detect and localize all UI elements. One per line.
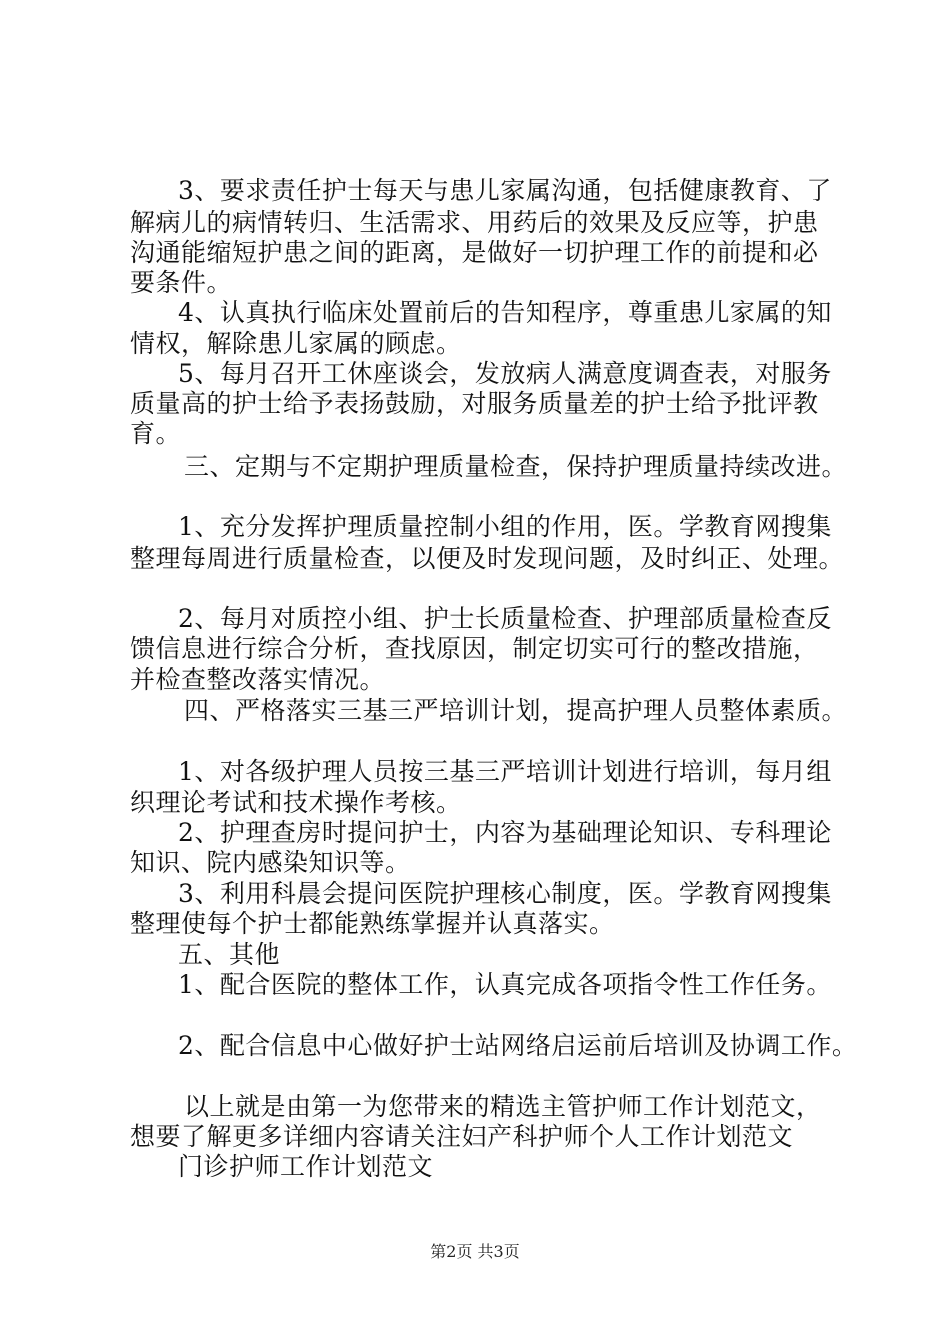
text-line: 并检查整改落实情况。 (130, 665, 386, 694)
section-heading: 五、其他 (178, 940, 281, 969)
text-line: 以上就是由第一为您带来的精选主管护师工作计划范文， (184, 1092, 822, 1121)
text-line: 想要了解更多详细内容请关注妇产科护师个人工作计划范文 (130, 1122, 794, 1151)
text-line: 1、配合医院的整体工作，认真完成各项指令性工作任务。 (178, 970, 832, 999)
text-line: 2、每月对质控小组、护士长质量检查、护理部质量检查反 (178, 604, 832, 633)
text-line: 沟通能缩短护患之间的距离，是做好一切护理工作的前提和必 (130, 238, 819, 267)
text-line: 门诊护师工作计划范文 (178, 1152, 434, 1181)
text-line: 5、每月召开工休座谈会，发放病人满意度调查表，对服务 (178, 359, 832, 388)
text-line: 2、护理查房时提问护士，内容为基础理论知识、专科理论 (178, 818, 832, 847)
text-line: 整理每周进行质量检查，以便及时发现问题，及时纠正、处理。 (130, 544, 845, 573)
section-heading: 四、严格落实三基三严培训计划，提高护理人员整体素质。 (184, 696, 848, 725)
text-line: 1、对各级护理人员按三基三严培训计划进行培训，每月组 (178, 757, 832, 786)
text-line: 育。 (130, 419, 182, 448)
text-line: 3、要求责任护士每天与患儿家属沟通，包括健康教育、了 (178, 176, 832, 205)
text-line: 4、认真执行临床处置前后的告知程序，尊重患儿家属的知 (178, 298, 832, 327)
text-line: 要条件。 (130, 268, 233, 297)
text-line: 1、充分发挥护理质量控制小组的作用，医。学教育网搜集 (178, 512, 832, 541)
text-line: 解病儿的病情转归、生活需求、用药后的效果及反应等，护患 (130, 208, 819, 237)
text-line: 织理论考试和技术操作考核。 (130, 788, 462, 817)
text-line: 馈信息进行综合分析，查找原因，制定切实可行的整改措施， (130, 634, 819, 663)
text-line: 情权，解除患儿家属的顾虑。 (130, 329, 462, 358)
text-line: 知识、院内感染知识等。 (130, 848, 411, 877)
text-line: 质量高的护士给予表扬鼓励，对服务质量差的护士给予批评教 (130, 389, 819, 418)
text-line: 3、利用科晨会提问医院护理核心制度，医。学教育网搜集 (178, 879, 832, 908)
text-line: 整理使每个护士都能熟练掌握并认真落实。 (130, 909, 615, 938)
text-line: 2、配合信息中心做好护士站网络启运前后培训及协调工作。 (178, 1031, 858, 1060)
section-heading: 三、定期与不定期护理质量检查，保持护理质量持续改进。 (184, 452, 848, 481)
page-number-footer: 第2页 共3页 (430, 1242, 520, 1261)
